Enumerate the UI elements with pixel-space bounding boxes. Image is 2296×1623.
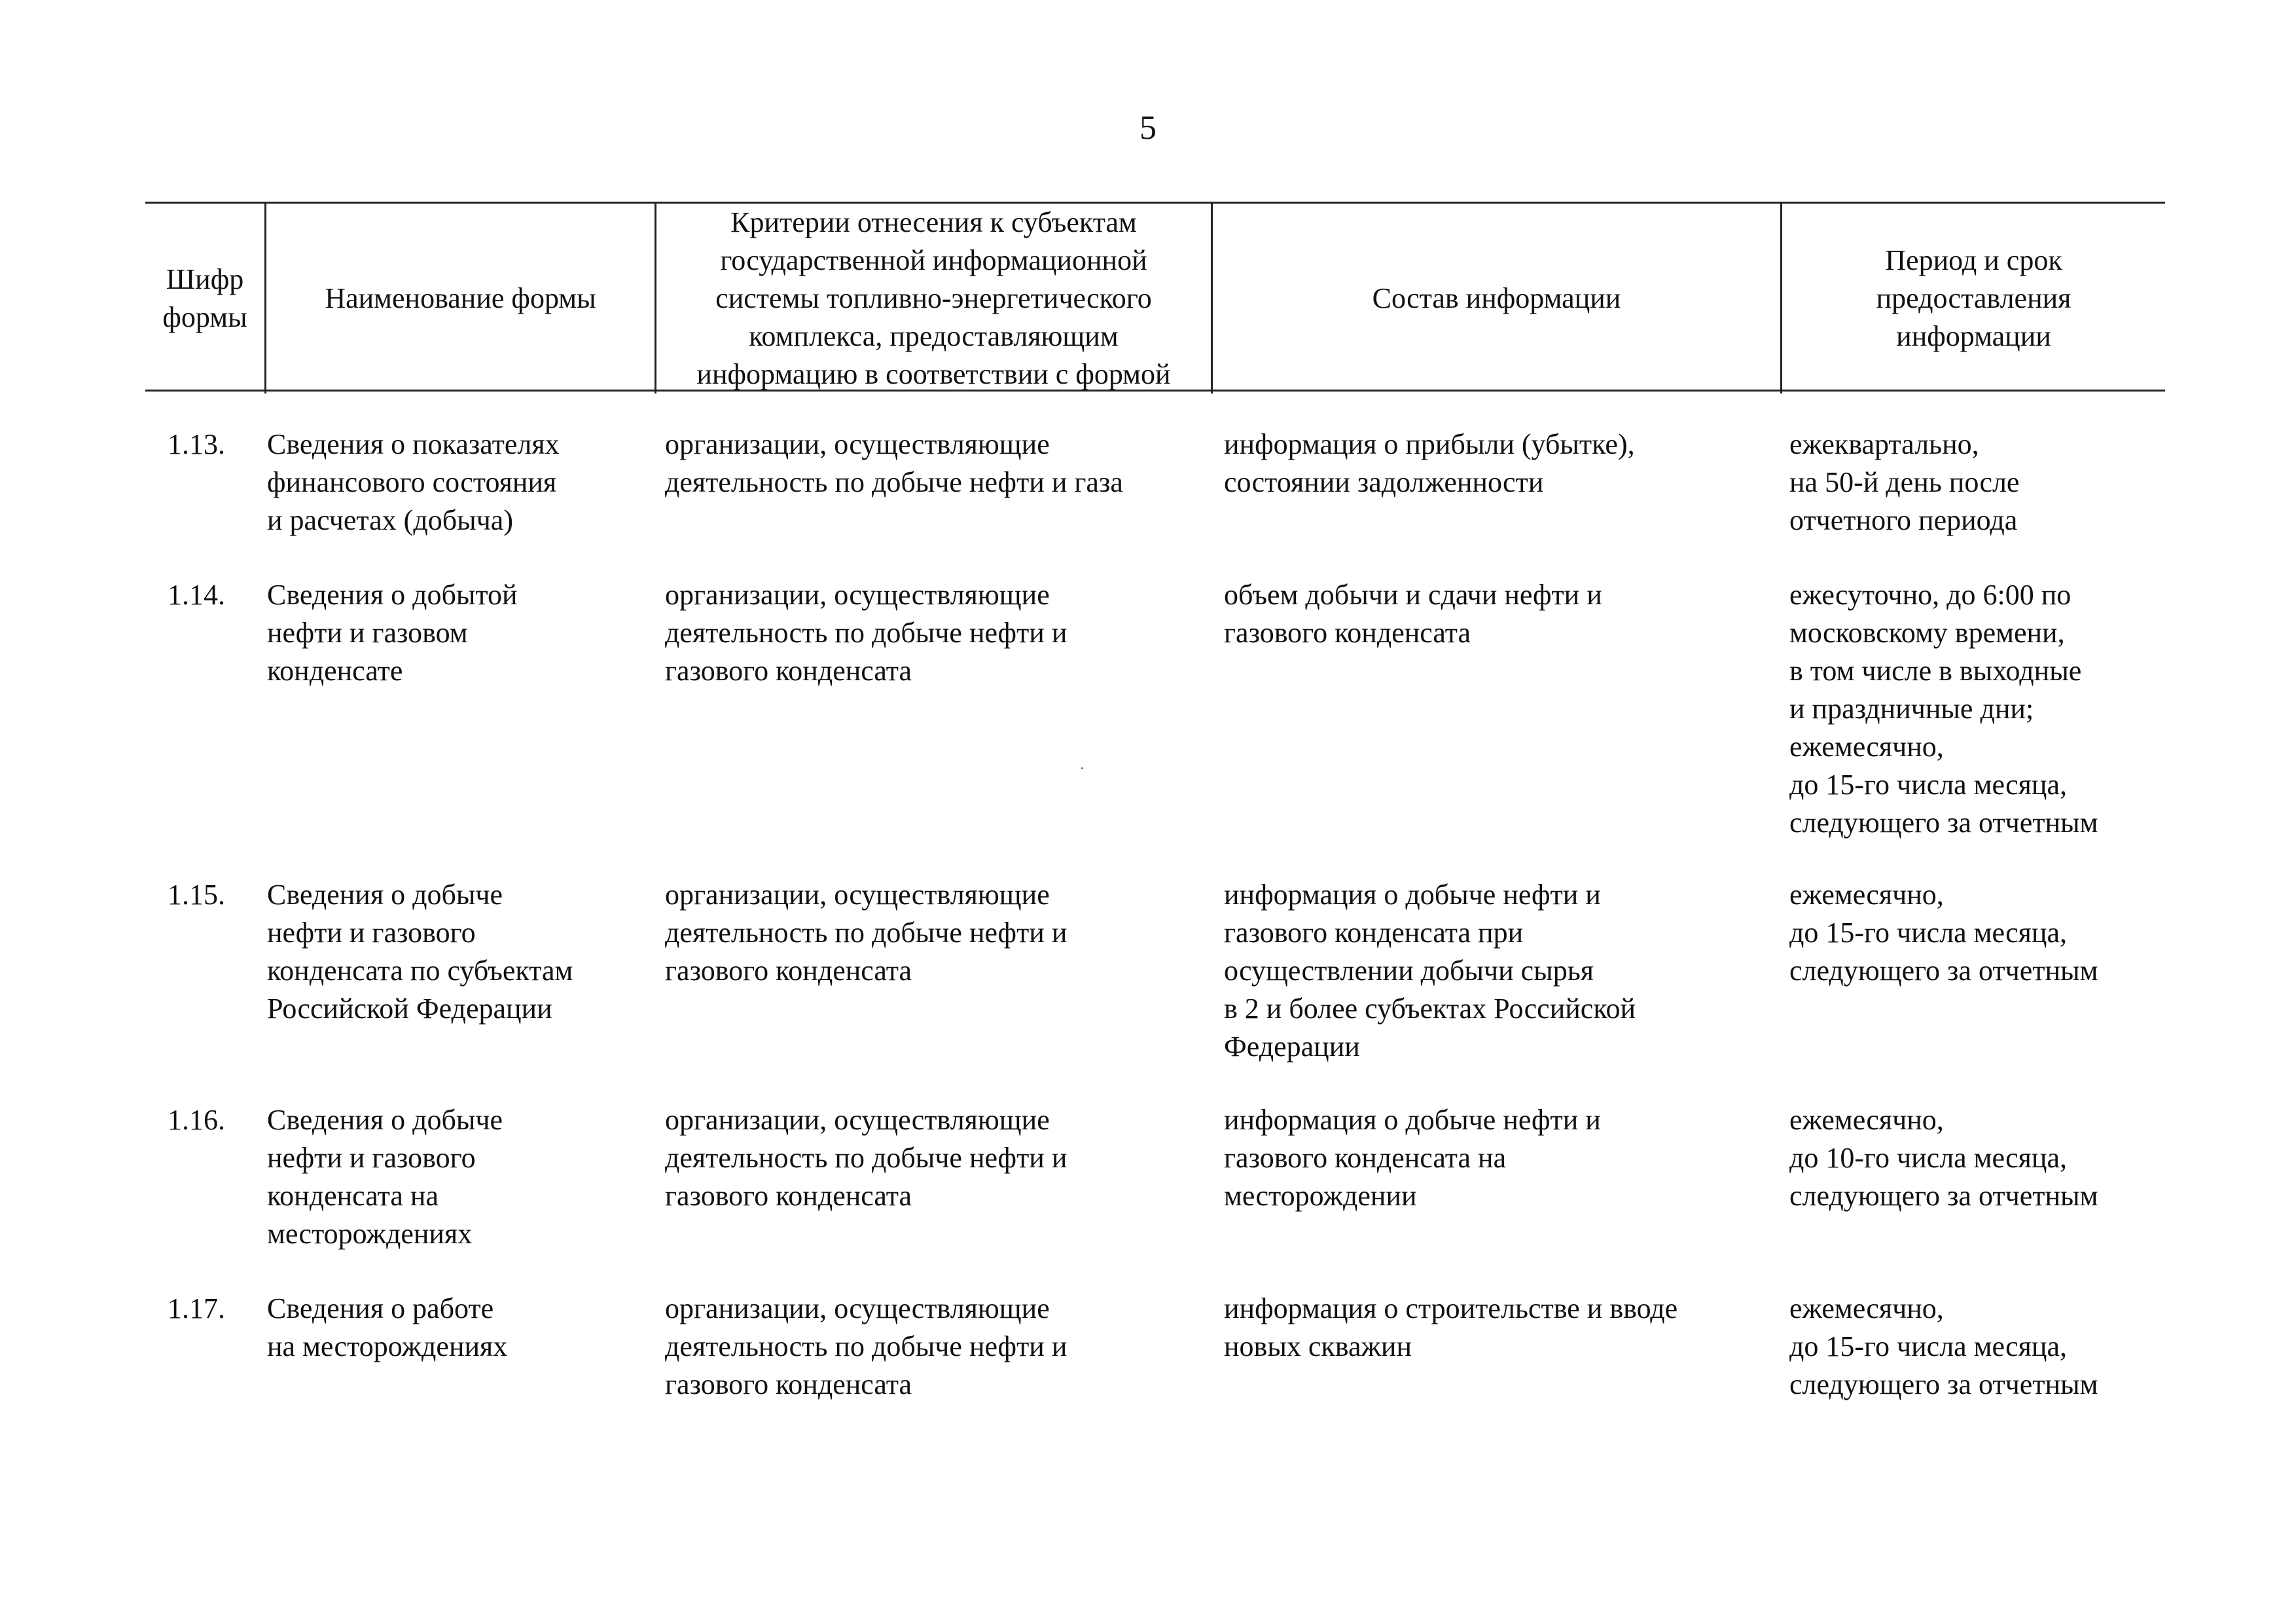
header-form-name: Наименование формы — [264, 204, 655, 393]
form-criteria: организации, осуществляющие деятельность по добыче нефти и газового конденсата — [665, 579, 1067, 687]
table-row — [145, 1290, 2165, 1404]
form-code: 1.17. — [168, 1292, 225, 1324]
scan-speck — [1081, 767, 1083, 769]
form-name: Сведения о добыче нефти и газового конденсата на месторождениях — [267, 1104, 503, 1250]
form-criteria: организации, осуществляющие деятельность по добыче нефти и газа — [665, 428, 1123, 498]
table-row — [145, 1101, 2165, 1253]
form-code: 1.14. — [168, 579, 225, 611]
form-name: Сведения о показателях финансового состояния и расчетах (добыча) — [267, 428, 560, 536]
table-row — [145, 876, 2165, 1066]
form-criteria: организации, осуществляющие деятельность по добыче нефти и газового конденсата — [665, 1292, 1067, 1400]
form-name: Сведения о добыче нефти и газового конденсата по субъектам Российской Федерации — [267, 879, 573, 1025]
form-period: ежемесячно, до 15-го числа месяца, следующего за отчетным — [1789, 1292, 2098, 1400]
table-row — [145, 426, 2165, 539]
header-composition: Состав информации — [1211, 204, 1780, 393]
table-row — [145, 576, 2165, 842]
form-code: 1.13. — [168, 428, 225, 460]
header-criteria: Критерии отнесения к субъектам государственной информационной системы топливно-энергетического комплекса, предоставляющим информацию в соответствии с формой — [655, 204, 1211, 393]
form-criteria: организации, осуществляющие деятельность по добыче нефти и газового конденсата — [665, 1104, 1067, 1212]
form-composition: информация о добыче нефти и газового конденсата на месторождении — [1224, 1104, 1601, 1212]
form-period: ежемесячно, до 15-го числа месяца, следующего за отчетным — [1789, 879, 2098, 987]
form-composition: объем добычи и сдачи нефти и газового конденсата — [1224, 579, 1602, 649]
header-period: Период и срок предоставления информации — [1780, 204, 2165, 393]
header-form-code: Шифр формы — [162, 263, 247, 333]
form-criteria: организации, осуществляющие деятельность по добыче нефти и газового конденсата — [665, 879, 1067, 987]
form-name: Сведения о работе на месторождениях — [267, 1292, 508, 1362]
form-name: Сведения о добытой нефти и газовом конденсате — [267, 579, 518, 687]
table-header — [145, 202, 2165, 392]
form-code: 1.16. — [168, 1104, 225, 1136]
form-period: ежеквартально, на 50-й день после отчетного периода — [1789, 428, 2020, 536]
form-composition: информация о добыче нефти и газового конденсата при осуществлении добычи сырья в 2 и более субъектах Российской Федерации — [1224, 879, 1636, 1063]
form-composition: информация о прибыли (убытке), состоянии задолженности — [1224, 428, 1635, 498]
form-composition: информация о строительстве и вводе новых скважин — [1224, 1292, 1678, 1362]
form-code: 1.15. — [168, 879, 225, 911]
form-period: ежемесячно, до 10-го числа месяца, следующего за отчетным — [1789, 1104, 2098, 1212]
page-number: 5 — [1139, 109, 1157, 147]
form-period: ежесуточно, до 6:00 по московскому времени, в том числе в выходные и праздничные дни; ежемесячно, до 15-го числа месяца, следующего за отчетным — [1789, 579, 2098, 839]
